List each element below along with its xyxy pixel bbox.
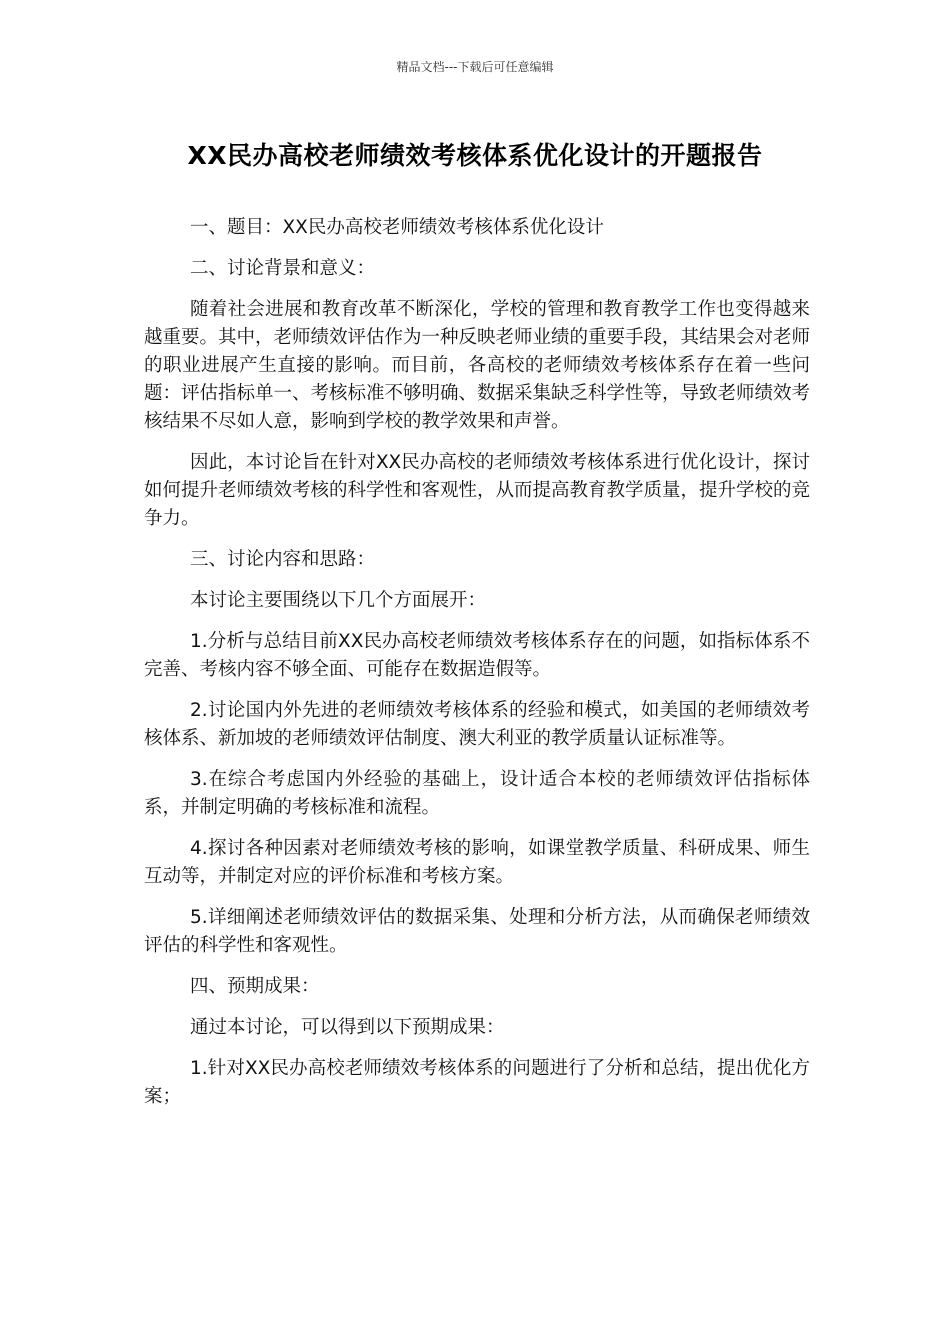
list-item-content-2: 2.讨论国内外先进的老师绩效考核体系的经验和模式，如美国的老师绩效考核体系、新加坡的老师绩效评估制度、澳大利亚的教学质量认证标准等。 xyxy=(144,700,810,749)
paragraph-background: 随着社会进展和教育改革不断深化，学校的管理和教育教学工作也变得越来越重要。其中，老师绩效评估作为一种反映老师业绩的重要手段，其结果会对老师的职业进展产生直接的影响。而目前，各高校的老师绩效考核体系存在着一些问题：评估指标单一、考核标准不够明确、数据采集缺乏科学性等，导致老师绩效考核结果不尽如人意，影响到学校的教学效果和声誉。 xyxy=(144,299,811,432)
heading-topic: 一、题目：XX民办高校老师绩效考核体系优化设计 xyxy=(190,217,604,238)
header-note: 精品文档---下载后可任意编辑 xyxy=(396,60,554,74)
paragraph-outcomes-intro: 通过本讨论，可以得到以下预期成果： xyxy=(190,1017,505,1038)
list-item-content-4: 4.探讨各种因素对老师绩效考核的影响，如课堂教学质量、科研成果、师生互动等，并制定对应的评价标准和考核方案。 xyxy=(144,838,810,887)
paragraph-purpose: 因此，本讨论旨在针对XX民办高校的老师绩效考核体系进行优化设计，探讨如何提升老师绩效考核的科学性和客观性，从而提高教育教学质量，提升学校的竞争力。 xyxy=(144,452,811,529)
heading-outcomes: 四、预期成果： xyxy=(190,976,320,997)
heading-content: 三、讨论内容和思路： xyxy=(190,549,376,570)
paragraph-content-intro: 本讨论主要围绕以下几个方面展开： xyxy=(190,590,487,611)
list-item-outcome-1: 1.针对XX民办高校老师绩效考核体系的问题进行了分析和总结，提出优化方案； xyxy=(144,1058,810,1107)
list-item-content-3: 3.在综合考虑国内外经验的基础上，设计适合本校的老师绩效评估指标体系，并制定明确的考核标准和流程。 xyxy=(144,769,810,818)
heading-background: 二、讨论背景和意义： xyxy=(190,258,376,279)
list-item-content-5: 5.详细阐述老师绩效评估的数据采集、处理和分析方法，从而确保老师绩效评估的科学性和客观性。 xyxy=(144,907,810,956)
list-item-content-1: 1.分析与总结目前XX民办高校老师绩效考核体系存在的问题，如指标体系不完善、考核内容不够全面、可能存在数据造假等。 xyxy=(144,631,810,680)
document-body xyxy=(144,214,810,1124)
document-title: XX民办高校老师绩效考核体系优化设计的开题报告 xyxy=(187,141,763,170)
